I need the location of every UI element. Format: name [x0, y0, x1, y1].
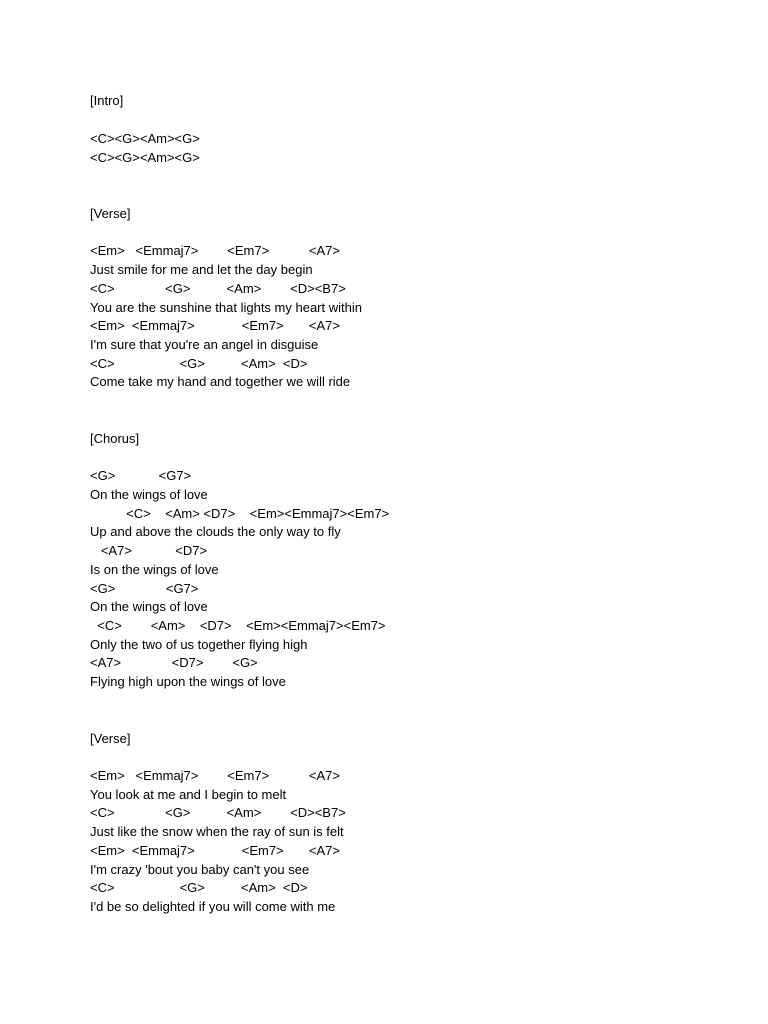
chord-line: <G> <G7>: [90, 581, 199, 596]
chord-line: <Em> <Emmaj7> <Em7> <A7>: [90, 243, 341, 258]
chord-line: <C><G><Am><G>: [90, 150, 200, 165]
chord-line: <Em> <Emmaj7> <Em7> <A7>: [90, 318, 341, 333]
lyric-line: You are the sunshine that lights my heart within: [90, 300, 362, 315]
chord-line: <Em> <Emmaj7> <Em7> <A7>: [90, 768, 341, 783]
chord-line: <C> <Am> <D7> <Em><Emmaj7><Em7>: [90, 618, 386, 633]
lyric-line: Just smile for me and let the day begin: [90, 262, 313, 277]
lyric-line: On the wings of love: [90, 487, 208, 502]
chord-line: <A7> <D7>: [90, 543, 208, 558]
lyric-line: Is on the wings of love: [90, 562, 219, 577]
chord-line: <A7> <D7> <G>: [90, 655, 258, 670]
lyric-line: You look at me and I begin to melt: [90, 787, 287, 802]
lyric-line: Come take my hand and together we will ride: [90, 374, 351, 389]
section-label-verse: [Verse]: [90, 206, 131, 221]
chord-line: <Em> <Emmaj7> <Em7> <A7>: [90, 843, 341, 858]
chord-line: <C> <G> <Am> <D>: [90, 880, 308, 895]
chord-line: <C> <Am> <D7> <Em><Emmaj7><Em7>: [90, 506, 390, 521]
section-label-chorus: [Chorus]: [90, 431, 140, 446]
lyric-line: Flying high upon the wings of love: [90, 674, 286, 689]
lyric-line: I'd be so delighted if you will come with me: [90, 899, 336, 914]
lyric-line: Just like the snow when the ray of sun is felt: [90, 824, 344, 839]
lyric-line: On the wings of love: [90, 599, 208, 614]
section-label-intro: [Intro]: [90, 93, 124, 108]
lyric-line: Up and above the clouds the only way to fly: [90, 524, 341, 539]
chord-line: <C> <G> <Am> <D><B7>: [90, 805, 346, 820]
chord-line: <G> <G7>: [90, 468, 192, 483]
chord-line: <C> <G> <Am> <D><B7>: [90, 281, 346, 296]
chord-line: <C><G><Am><G>: [90, 131, 200, 146]
lyric-line: I'm sure that you're an angel in disguise: [90, 337, 319, 352]
chord-line: <C> <G> <Am> <D>: [90, 356, 308, 371]
lyric-line: Only the two of us together flying high: [90, 637, 308, 652]
lyric-line: I'm crazy 'bout you baby can't you see: [90, 862, 310, 877]
section-label-verse: [Verse]: [90, 731, 131, 746]
